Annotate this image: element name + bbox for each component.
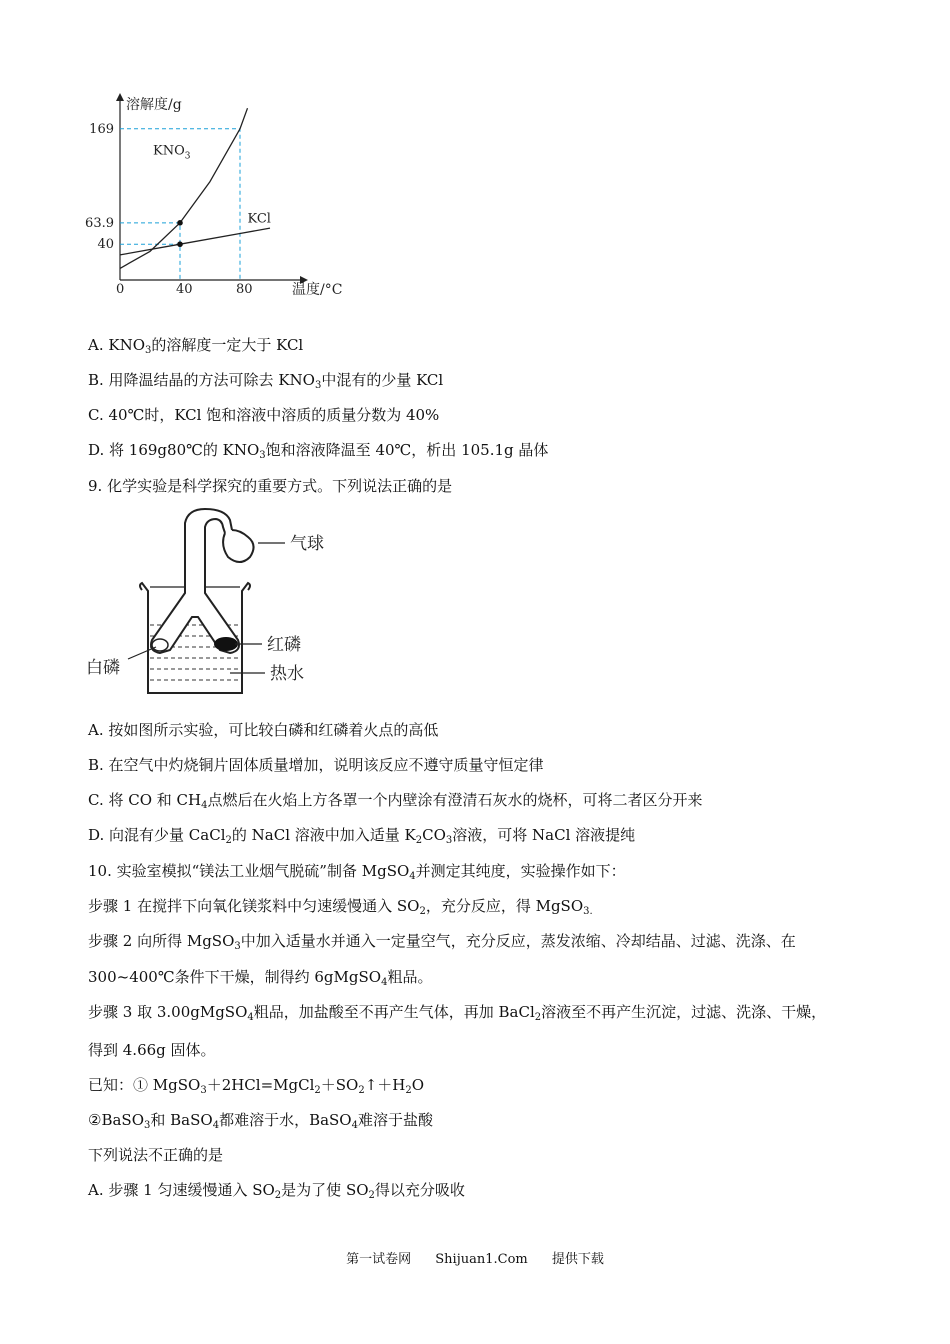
- q9-option-b: B. 在空气中灼烧铜片固体质量增加，说明该反应不遵守质量守恒定律: [88, 756, 544, 774]
- q10-step3-line2: 得到 4.66g 固体。: [88, 1041, 216, 1059]
- y-axis-label: 溶解度/g: [126, 97, 182, 113]
- solubility-chart: [80, 85, 343, 305]
- x-tick-label: 80: [236, 282, 253, 297]
- intersection-point: [177, 241, 183, 247]
- label-white-phosphorus: 白磷: [86, 658, 120, 678]
- y-tick-label: 169: [89, 121, 114, 137]
- series-line-0: [120, 108, 248, 268]
- label-red-phosphorus: 红磷: [267, 635, 301, 655]
- intersection-point: [177, 220, 183, 226]
- q10-known-2: ②BaSO$_3$和 BaSO$_4$都难溶于水，BaSO$_4$难溶于盐酸: [88, 1111, 433, 1131]
- q9-option-c: C. 将 CO 和 $CH_4$点燃后在火焰上方各罩一个内壁涂有澄清石灰水的烧杯，可将二者区分开来: [88, 791, 703, 811]
- q10-known-1: 已知：① $MgSO_3+2HCl=MgCl_2+SO_2↑+H_2O$: [88, 1076, 425, 1096]
- series-label-kno3: $KNO_3$: [153, 143, 191, 162]
- balloon: [223, 530, 253, 562]
- q10-step2-line1: 步骤 2 向所得 MgSO$_3$中加入适量水并通入一定量空气，充分反应，蒸发浓缩、冷却结晶、过滤、洗涤、在: [88, 932, 796, 952]
- q8-option-a: A. $KNO_3$的溶解度一定大于 KCl: [88, 336, 304, 356]
- q8-option-b: B. 用降温结晶的方法可除去 $KNO_3$中混有的少量 KCl: [88, 371, 444, 391]
- x-axis-label: 温度/°C: [292, 282, 343, 298]
- q10-step3-line1: 步骤 3 取 3.00gMgSO$_4$粗品，加盐酸至不再产生气体，再加 BaCl$_2$溶液至不再产生沉淀，过滤、洗涤、干燥，: [88, 1003, 827, 1023]
- y-tick-label: 63.9: [85, 215, 114, 231]
- q9-stem: 9. 化学实验是科学探究的重要方式。下列说法正确的是: [88, 477, 453, 495]
- label-hot-water: 热水: [270, 664, 304, 684]
- x-tick-label: 0: [116, 282, 125, 297]
- q10-ask: 下列说法不正确的是: [88, 1146, 224, 1164]
- series-label-kcl: KCl: [247, 211, 271, 227]
- white-phosphorus: [152, 639, 168, 651]
- q10-option-a: A. 步骤 1 匀速缓慢通入 $SO_2$是为了使 $SO_2$得以充分吸收: [88, 1181, 465, 1201]
- q10-step1: 步骤 1 在搅拌下向氧化镁浆料中匀速缓慢通入 $SO_2$，充分反应，得 MgSO$_{3.}$: [88, 897, 593, 917]
- phosphorus-apparatus-figure: [80, 505, 340, 700]
- label-balloon: 气球: [290, 534, 324, 554]
- q8-option-c: C. 40℃时，KCl 饱和溶液中溶质的质量分数为 40%: [88, 406, 440, 424]
- page-footer: [0, 1248, 950, 1267]
- y-tick-label: 40: [97, 237, 114, 253]
- footer-site-name: 第一试卷网: [346, 1252, 412, 1267]
- footer-site-url[interactable]: Shijuan1.Com: [435, 1252, 528, 1267]
- series-line-1: [120, 228, 270, 255]
- q10-step2-line2: 300~400℃条件下干燥，制得约 6gMgSO$_4$粗品。: [88, 968, 433, 988]
- y-axis-arrow: [116, 93, 124, 101]
- footer-download-text: 提供下载: [551, 1252, 604, 1267]
- red-phosphorus: [214, 637, 238, 651]
- q10-stem: 10. 实验室模拟“镁法工业烟气脱硫”制备 MgSO$_4$并测定其纯度，实验操作如下：: [88, 862, 626, 882]
- q9-option-d: D. 向混有少量 CaCl$_2$的 NaCl 溶液中加入适量 $K_2CO_3$溶液，可将 NaCl 溶液提纯: [88, 826, 636, 846]
- x-tick-label: 40: [176, 282, 193, 297]
- q9-option-a: A. 按如图所示实验，可比较白磷和红磷着火点的高低: [88, 721, 439, 739]
- q8-option-d: D. 将 169g80℃的 $KNO_3$饱和溶液降温至 40℃，析出 105.1g 晶体: [88, 441, 549, 461]
